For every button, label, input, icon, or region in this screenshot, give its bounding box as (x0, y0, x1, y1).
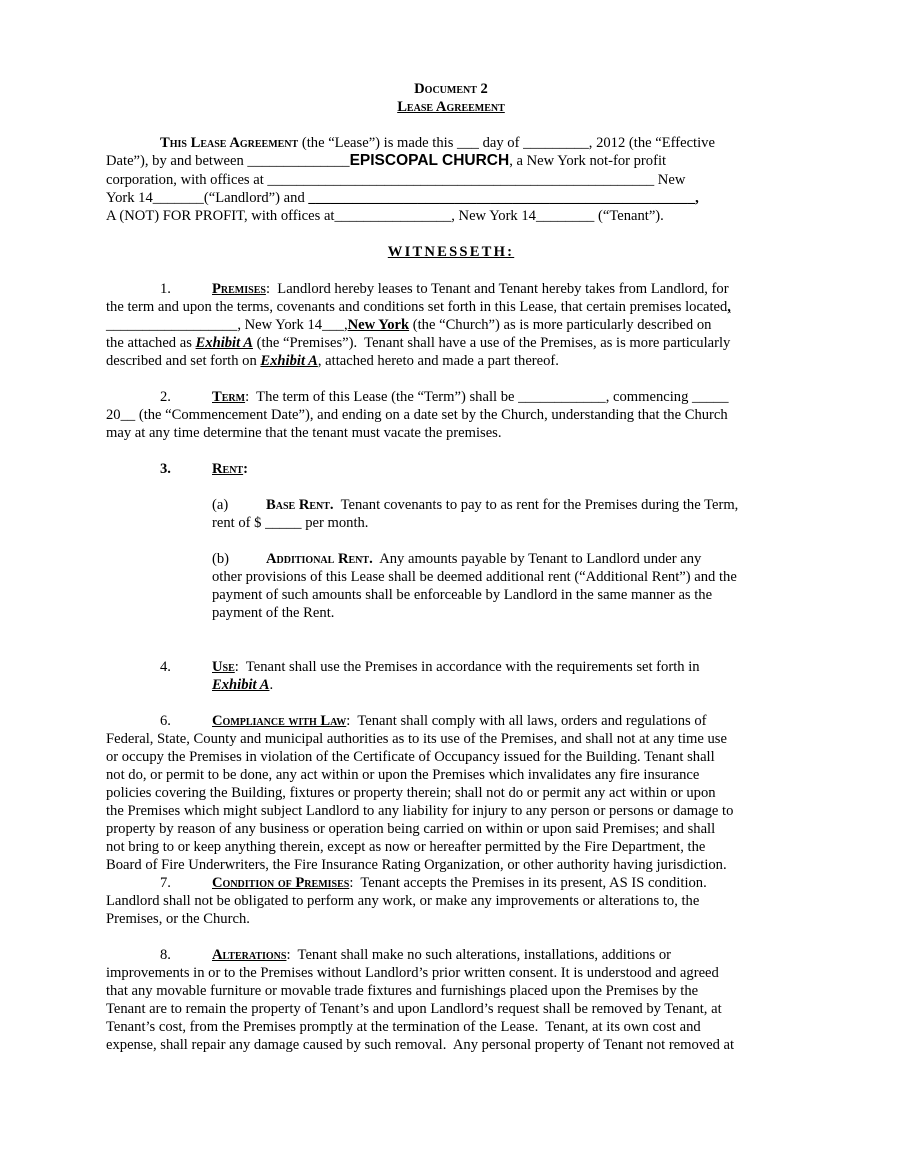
intro-line-5: A (NOT) FOR PROFIT, with offices at________________, New York 14________ (“Tenant”). (106, 208, 664, 224)
section-2-number: 2. (160, 389, 171, 405)
additional-rent-heading: Additional Rent. (266, 551, 373, 567)
section-1-line-4: the attached as Exhibit A (the “Premises”). Tenant shall have a use of the Premises, as is more particularly (106, 335, 731, 351)
section-4-heading: Use (212, 659, 235, 675)
section-8-line-3: that any movable furniture or movable trade fixtures and furnishings placed upon the Premises by the (106, 983, 699, 999)
section-6-line-9: Board of Fire Underwriters, the Fire Insurance Rating Organization, or other authority having jurisdiction. (106, 857, 727, 873)
intro-line-1: This Lease Agreement (the “Lease”) is made this ___ day of _________, 2012 (the “Effective (160, 135, 715, 151)
section-2-line-1: Term: The term of this Lease (the “Term”) shall be ____________, commencing _____ (212, 389, 729, 405)
section-8-line-4: Tenant are to remain the property of Tenant’s and upon Landlord’s request shall be removed by Tenant, at (106, 1001, 722, 1017)
section-1-line-3: __________________, New York 14___,New York (the “Church”) as is more particularly described on (106, 317, 712, 333)
section-2-line-2: 20__ (the “Commencement Date”), and ending on a date set by the Church, understanding that the Church (106, 407, 728, 423)
section-3b-label: (b) (212, 551, 230, 567)
section-1-number: 1. (160, 281, 171, 297)
section-6-line-6: the Premises which might subject Landlord to any liability for injury to any person or persons or damage to (106, 803, 734, 819)
document-title: Lease Agreement (397, 99, 505, 115)
section-7-number: 7. (160, 875, 171, 891)
section-3b-line-1: Additional Rent. Any amounts payable by Tenant to Landlord under any (266, 551, 702, 567)
section-6-line-1: Compliance with Law: Tenant shall comply with all laws, orders and regulations of (212, 713, 707, 729)
exhibit-a-reference: Exhibit A (260, 353, 318, 369)
section-4-line-1: Use: Tenant shall use the Premises in accordance with the requirements set forth in (212, 659, 700, 675)
section-3-heading: Rent (212, 461, 244, 477)
section-3a-line-1: Base Rent. Tenant covenants to pay to as rent for the Premises during the Term, (266, 497, 739, 513)
intro-line-4: York 14_______(“Landlord”) and _____________________________________________________, (106, 190, 699, 206)
section-8-heading: Alterations (212, 947, 287, 963)
section-3b-line-4: payment of the Rent. (212, 605, 335, 621)
section-6-line-8: not bring to or keep anything therein, except as now or hereafter permitted by the Fire Department, the (106, 839, 706, 855)
section-1-heading: Premises (212, 281, 266, 297)
section-6-line-2: Federal, State, County and municipal authorities as to its use of the Premises, and shall not at any time use (106, 731, 727, 747)
section-8-line-2: improvements in or to the Premises without Landlord’s prior written consent. It is understood and agreed (106, 965, 719, 981)
exhibit-a-reference: Exhibit A (212, 677, 270, 693)
section-3-line-1: Rent: (212, 461, 248, 477)
section-7-line-3: Premises, or the Church. (106, 911, 250, 927)
section-8-number: 8. (160, 947, 171, 963)
section-7-heading: Condition of Premises (212, 875, 350, 891)
section-1-line-1: Premises: Landlord hereby leases to Tenant and Tenant hereby takes from Landlord, for (212, 281, 729, 297)
section-3a-line-2: rent of $ _____ per month. (212, 515, 369, 531)
section-3b-line-3: payment of such amounts shall be enforceable by Landlord in the same manner as the (212, 587, 713, 603)
section-2-line-3: may at any time determine that the tenant must vacate the premises. (106, 425, 502, 441)
document-number: Document 2 (414, 81, 488, 97)
section-6-line-3: or occupy the Premises in violation of the Certificate of Occupancy issued for the Building. Tenant shall (106, 749, 715, 765)
section-7-line-1: Condition of Premises: Tenant accepts the Premises in its present, AS IS condition. (212, 875, 707, 891)
section-1-line-5: described and set forth on Exhibit A, attached hereto and made a part thereof. (106, 353, 559, 369)
church-name: EPISCOPAL CHURCH (349, 152, 510, 169)
section-8-line-1: Alterations: Tenant shall make no such alterations, installations, additions or (212, 947, 672, 963)
witnesseth-heading: WITNESSETH: (387, 244, 515, 260)
base-rent-heading: Base Rent. (266, 497, 334, 513)
section-4-line-2: Exhibit A. (212, 677, 274, 693)
section-8-line-5: Tenant’s cost, from the Premises promptly at the termination of the Lease. Tenant, at its own cost and (106, 1019, 701, 1035)
section-4-number: 4. (160, 659, 171, 675)
section-8-line-6: expense, shall repair any damage caused by such removal. Any personal property of Tenant not removed at (106, 1037, 735, 1053)
section-6-number: 6. (160, 713, 171, 729)
section-1-line-2: the term and upon the terms, covenants and conditions set forth in this Lease, that certain premises located, (106, 299, 731, 315)
section-6-heading: Compliance with Law (212, 713, 347, 729)
section-2-heading: Term (212, 389, 246, 405)
section-3a-label: (a) (212, 497, 229, 513)
section-6-line-7: property by reason of any business or operation being carried on within or upon said Premises; and shall (106, 821, 716, 837)
section-6-line-5: policies covering the Building, fixtures or property therein; shall not do or permit any act within or upon (106, 785, 716, 801)
exhibit-a-reference: Exhibit A (195, 335, 253, 351)
intro-line-2: Date”), by and between ______________EPISCOPAL CHURCH, a New York not-for profit (106, 152, 667, 169)
section-7-line-2: Landlord shall not be obligated to perform any work, or make any improvements or alterations to, the (106, 893, 700, 909)
intro-line-3: corporation, with offices at _____________________________________________________ New (106, 172, 686, 188)
section-3b-line-2: other provisions of this Lease shall be deemed additional rent (“Additional Rent”) and the (212, 569, 737, 585)
section-3-number: 3. (160, 461, 171, 477)
section-6-line-4: not do, or permit to be done, any act within or upon the Premises which invalidates any fire insurance (106, 767, 700, 783)
